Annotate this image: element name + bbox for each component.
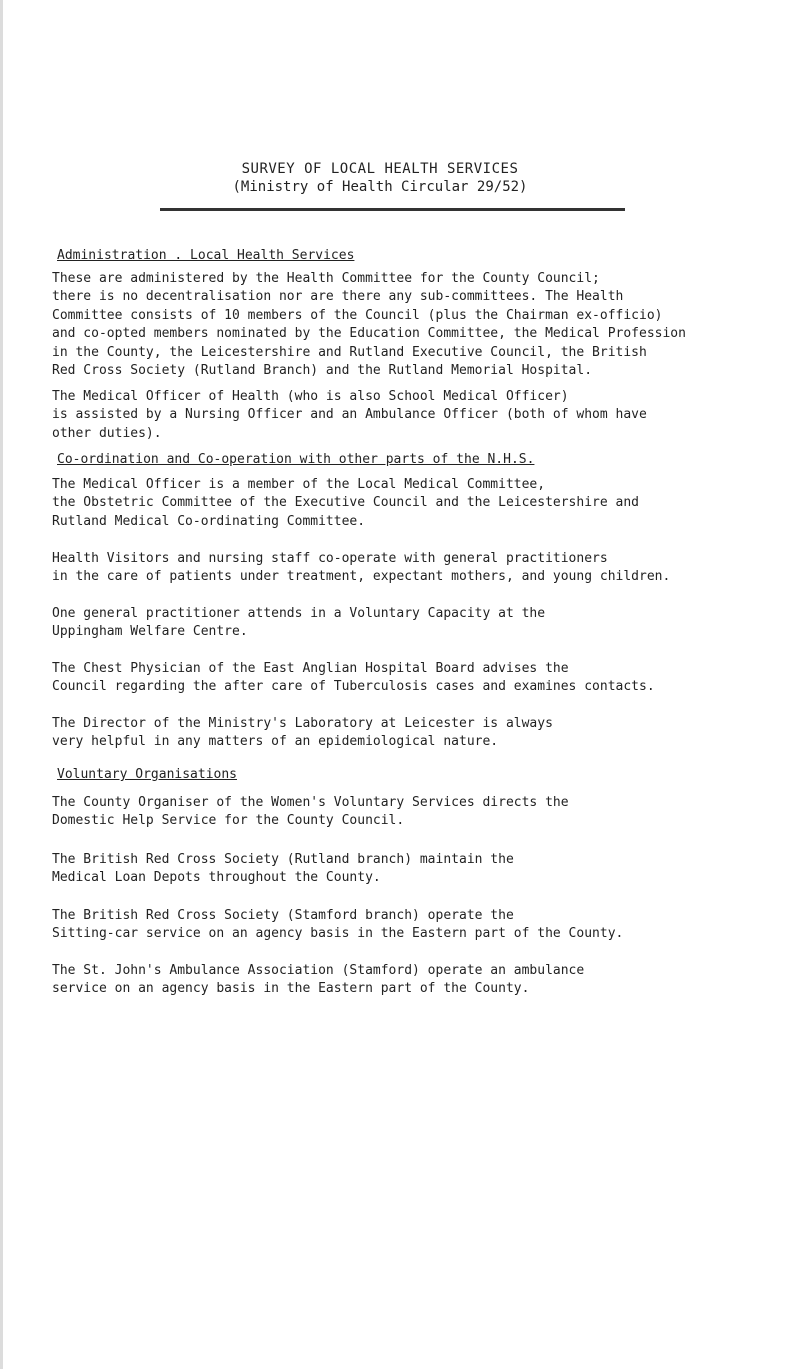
paragraph-laboratory-director: The Director of the Ministry's Laboratory at Leicester is always very helpful in any matters of an epidemiological nature. [52,716,553,750]
document-title: SURVEY OF LOCAL HEALTH SERVICES [241,161,519,177]
paragraph-red-cross-rutland: The British Red Cross Society (Rutland branch) maintain the Medical Loan Depots throughout the County. [52,852,514,886]
paragraph-red-cross-stamford: The British Red Cross Society (Stamford branch) operate the Sitting-car service on an agency basis in the Eastern part of the County. [52,908,624,942]
section-heading-voluntary-organisations: Voluntary Organisations [57,767,238,782]
header-divider [160,208,625,211]
page-edge-shadow [0,0,3,1369]
paragraph-medical-officer: The Medical Officer of Health (who is also School Medical Officer) is assisted by a Nursing Officer and an Ambulance Officer (both of whom have other duties). [52,389,647,441]
section-heading-coordination: Co-ordination and Co-operation with other parts of the N.H.S. [57,452,535,467]
paragraph-general-practitioner: One general practitioner attends in a Voluntary Capacity at the Uppingham Welfare Centre. [52,606,546,640]
document-subtitle: (Ministry of Health Circular 29/52) [232,179,528,195]
section-heading-administration: Administration . Local Health Services [57,248,355,263]
paragraph-womens-voluntary-services: The County Organiser of the Women's Voluntary Services directs the Domestic Help Service for the County Council. [52,795,569,829]
paragraph-st-johns-ambulance: The St. John's Ambulance Association (Stamford) operate an ambulance service on an agency basis in the Eastern part of the County. [52,963,585,997]
paragraph-local-medical-committee: The Medical Officer is a member of the Local Medical Committee, the Obstetric Committee of the Executive Council and the Leicestershire and Rutland Medical Co-ordinating Committee. [52,477,639,529]
paragraph-health-visitors: Health Visitors and nursing staff co-operate with general practitioners in the care of patients under treatment, expectant mothers, and young children. [52,551,671,585]
paragraph-chest-physician: The Chest Physician of the East Anglian Hospital Board advises the Council regarding the after care of Tuberculosis cases and examines contacts. [52,661,655,695]
paragraph-administration-committee: These are administered by the Health Committee for the County Council; there is no decentralisation nor are there any sub-committees. The Health Committee consists of 10 members of the Council (plus the Chairman ex-officio) and co-opted members nominated by the Education Committee, the Medical Profession in the County, the Leicestershire and Rutland Executive Council, the British Red Cross Society (Rutland Branch) and the Rutland Memorial Hospital. [52,271,686,379]
document-header [0,160,800,196]
